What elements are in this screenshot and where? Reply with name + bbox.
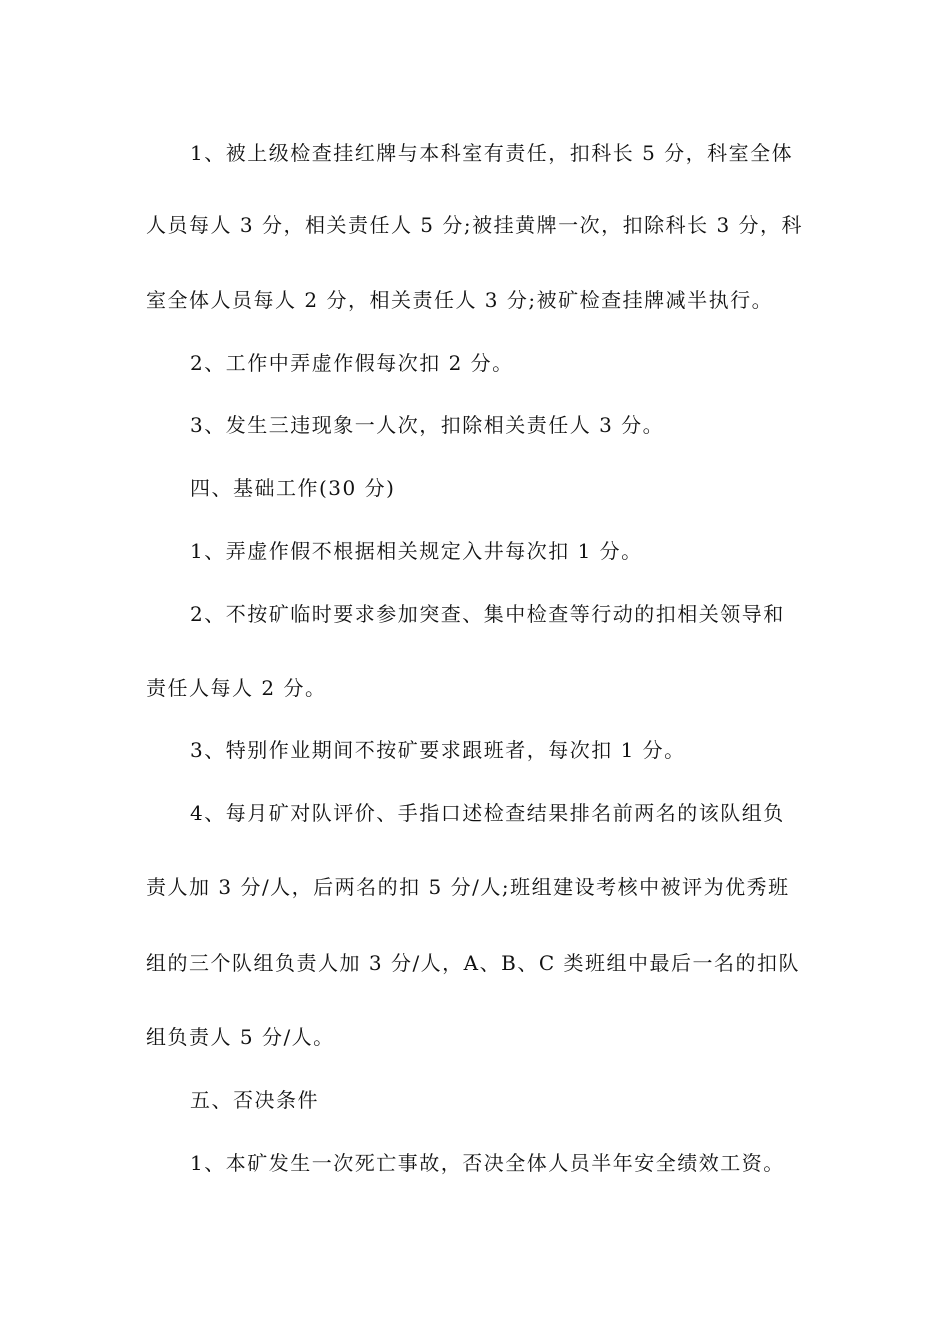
paragraph-line: 3、特别作业期间不按矿要求跟班者，每次扣 1 分。 [190, 738, 686, 762]
paragraph-line: 责人加 3 分/人，后两名的扣 5 分/人;班组建设考核中被评为优秀班 [146, 875, 790, 899]
paragraph-line: 组的三个队组负责人加 3 分/人，A、B、C 类班组中最后一名的扣队 [146, 951, 800, 975]
section-heading: 五、否决条件 [190, 1088, 319, 1112]
paragraph-line: 组负责人 5 分/人。 [146, 1025, 335, 1049]
paragraph-line: 人员每人 3 分，相关责任人 5 分;被挂黄牌一次，扣除科长 3 分，科 [146, 213, 804, 237]
paragraph-line: 责任人每人 2 分。 [146, 676, 327, 700]
paragraph-line: 4、每月矿对队评价、手指口述检查结果排名前两名的该队组负 [190, 801, 785, 825]
paragraph-line: 1、被上级检查挂红牌与本科室有责任，扣科长 5 分，科室全体 [190, 141, 794, 165]
paragraph-line: 3、发生三违现象一人次，扣除相关责任人 3 分。 [190, 413, 665, 437]
section-heading: 四、基础工作(30 分) [190, 476, 396, 500]
paragraph-line: 2、工作中弄虚作假每次扣 2 分。 [190, 351, 514, 375]
paragraph-line: 室全体人员每人 2 分，相关责任人 3 分;被矿检查挂牌减半执行。 [146, 288, 774, 312]
paragraph-line: 2、不按矿临时要求参加突查、集中检查等行动的扣相关领导和 [190, 602, 785, 626]
paragraph-line: 1、弄虚作假不根据相关规定入井每次扣 1 分。 [190, 539, 643, 563]
paragraph-line: 1、本矿发生一次死亡事故，否决全体人员半年安全绩效工资。 [190, 1151, 785, 1175]
